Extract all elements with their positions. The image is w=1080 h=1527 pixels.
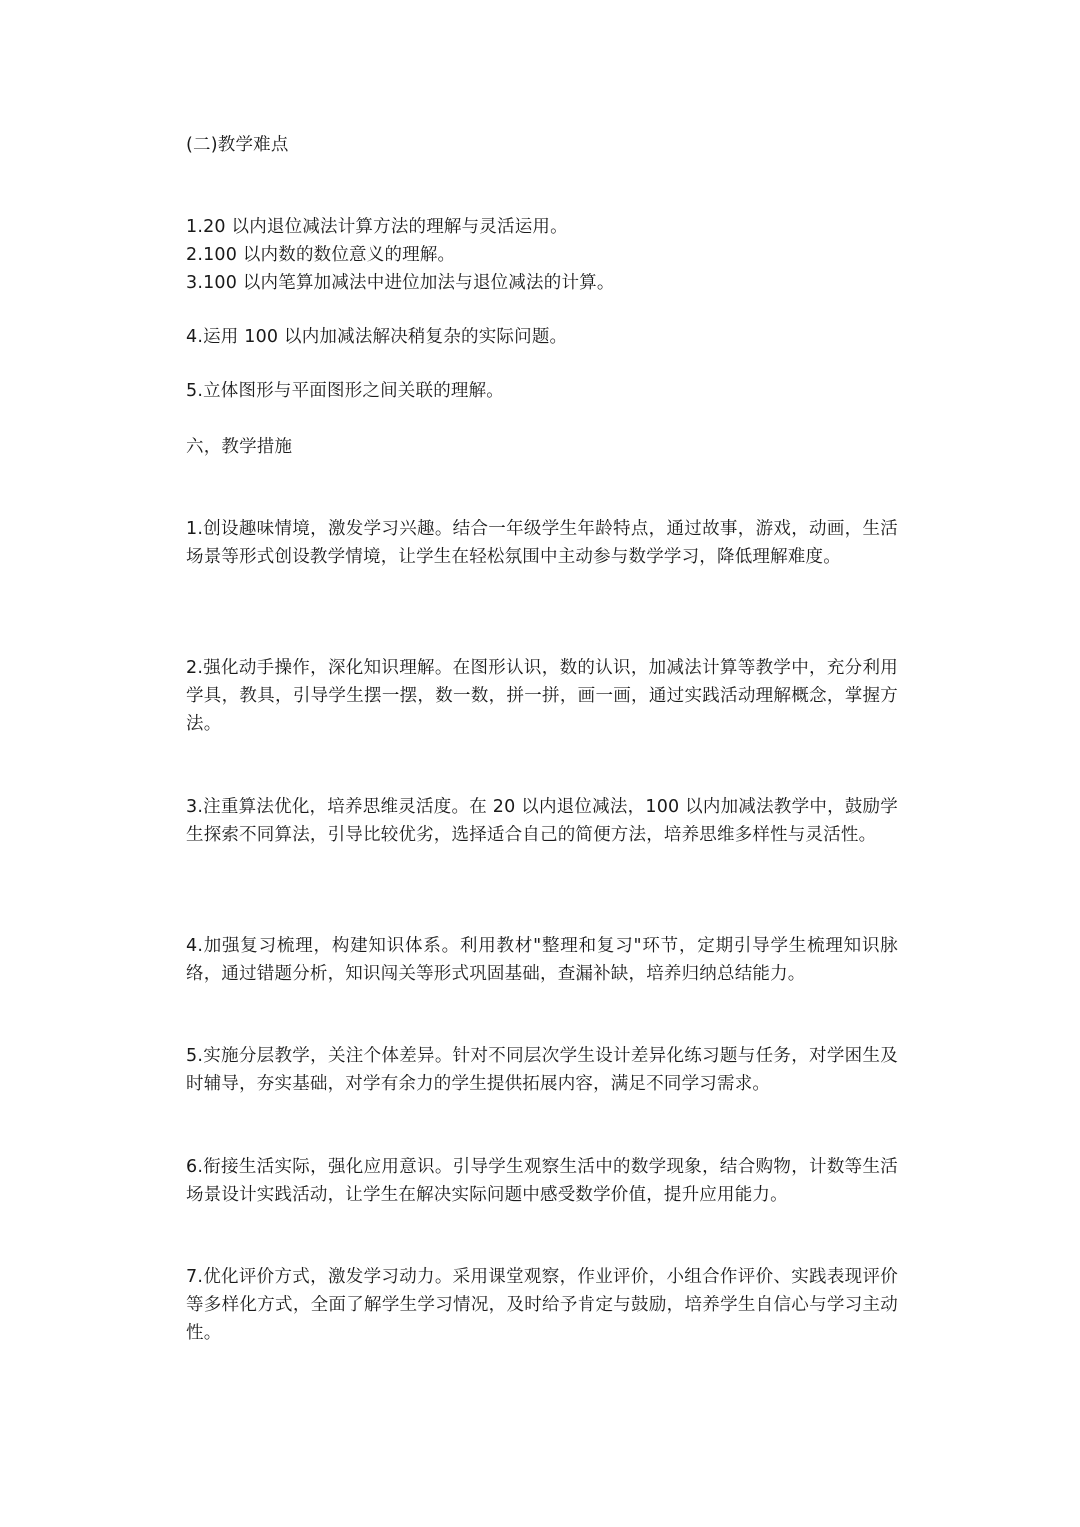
difficulty-item-3: 3.100 以内笔算加减法中进位加法与退位减法的计算。 xyxy=(186,273,615,293)
measure-item-6: 6.衔接生活实际，强化应用意识。引导学生观察生活中的数学现象，结合购物，计数等生活场景设计实践活动，让学生在解决实际问题中感受数学价值，提升应用能力。 xyxy=(186,1157,898,1205)
difficulty-item-4: 4.运用 100 以内加减法解决稍复杂的实际问题。 xyxy=(186,327,568,347)
measure-item-5: 5.实施分层教学，关注个体差异。针对不同层次学生设计差异化练习题与任务，对学困生及时辅导，夯实基础，对学有余力的学生提供拓展内容，满足不同学习需求。 xyxy=(186,1046,898,1094)
difficulty-item-5: 5.立体图形与平面图形之间关联的理解。 xyxy=(186,381,504,401)
measure-item-1: 1.创设趣味情境，激发学习兴趣。结合一年级学生年龄特点，通过故事，游戏，动画，生活场景等形式创设教学情境，让学生在轻松氛围中主动参与数学学习，降低理解难度。 xyxy=(186,519,898,567)
difficulties-heading: (二)教学难点 xyxy=(186,135,289,155)
measure-item-2: 2.强化动手操作，深化知识理解。在图形认识，数的认识，加减法计算等教学中，充分利用学具，教具，引导学生摆一摆，数一数，拼一拼，画一画，通过实践活动理解概念，掌握方法。 xyxy=(186,658,898,734)
difficulty-item-2: 2.100 以内数的数位意义的理解。 xyxy=(186,245,456,265)
measure-item-3: 3.注重算法优化，培养思维灵活度。在 20 以内退位减法，100 以内加减法教学中，鼓励学生探索不同算法，引导比较优劣，选择适合自己的简便方法，培养思维多样性与灵活性。 xyxy=(186,797,898,845)
difficulty-item-1: 1.20 以内退位减法计算方法的理解与灵活运用。 xyxy=(186,217,568,237)
measures-heading: 六，教学措施 xyxy=(186,437,293,457)
measure-item-4: 4.加强复习梳理，构建知识体系。利用教材"整理和复习"环节，定期引导学生梳理知识脉络，通过错题分析，知识闯关等形式巩固基础，查漏补缺，培养归纳总结能力。 xyxy=(186,936,898,984)
measure-item-7: 7.优化评价方式，激发学习动力。采用课堂观察，作业评价，小组合作评价、实践表现评价等多样化方式，全面了解学生学习情况，及时给予肯定与鼓励，培养学生自信心与学习主动性。 xyxy=(186,1267,898,1343)
